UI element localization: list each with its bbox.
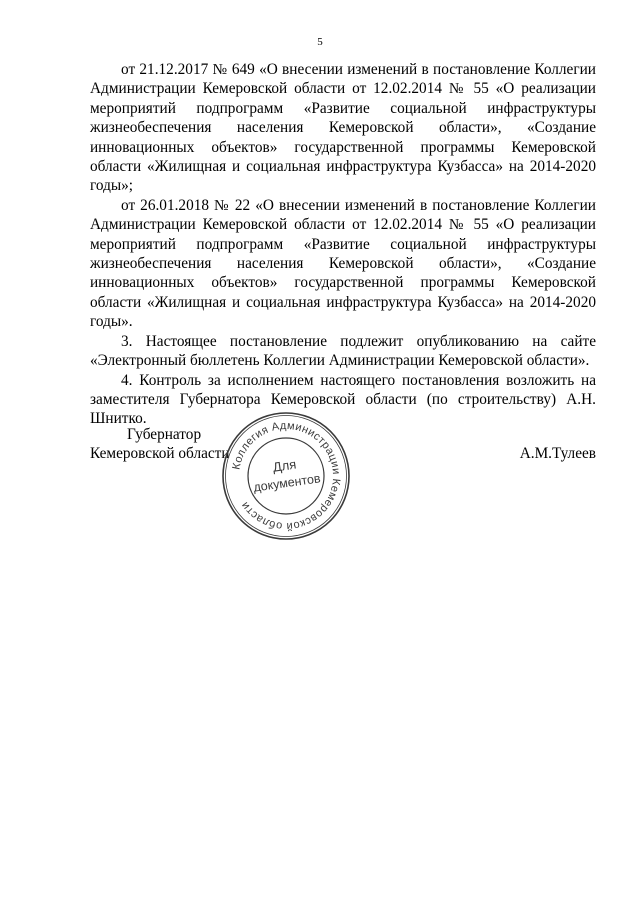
paragraph-item-3-publication: 3. Настоящее постановление подлежит опубликованию на сайте «Электронный бюллетень Коллегии Администрации Кемеровской области». bbox=[90, 332, 596, 370]
stamp-center-line1: Для bbox=[271, 456, 298, 475]
stamp-ring-text: Коллегия Администрации Кемеровской области bbox=[230, 419, 343, 533]
paragraph-amendment-22: от 26.01.2018 № 22 «О внесении изменений в постановление Коллегии Администрации Кемеровской области от 12.02.2014 № 55 «О реализации мероприятий подпрограмм «Развитие социальной инфраструктуры жизнеобеспечения населения Кемеровской области», «Создание инновационных объектов» государственной программы Кемеровской области «Жилищная и социальная инфраструктура Кузбасса» на 2014-2020 годы». bbox=[90, 196, 596, 331]
signatory-title-line2: Кемеровской области bbox=[90, 445, 230, 462]
signatory-title-line1: Губернатор bbox=[127, 426, 202, 443]
stamp-center-line2: документов bbox=[252, 471, 322, 495]
document-body bbox=[90, 60, 596, 429]
stamp-seal-icon bbox=[220, 410, 352, 542]
official-stamp bbox=[220, 410, 352, 542]
signatory-name: А.М.Тулеев bbox=[519, 445, 596, 462]
paragraph-item-4-control: 4. Контроль за исполнением настоящего постановления возложить на заместителя Губернатора Кемеровской области (по строительству) А.Н. Шнитко. bbox=[90, 371, 596, 428]
paragraph-amendment-649: от 21.12.2017 № 649 «О внесении изменений в постановление Коллегии Администрации Кемеровской области от 12.02.2014 № 55 «О реализации мероприятий подпрограмм «Развитие социальной инфраструктуры жизнеобеспечения населения Кемеровской области», «Создание инновационных объектов» государственной программы Кемеровской области «Жилищная и социальная инфраструктура Кузбасса» на 2014-2020 годы»; bbox=[90, 61, 596, 195]
page-number: 5 bbox=[317, 36, 323, 48]
